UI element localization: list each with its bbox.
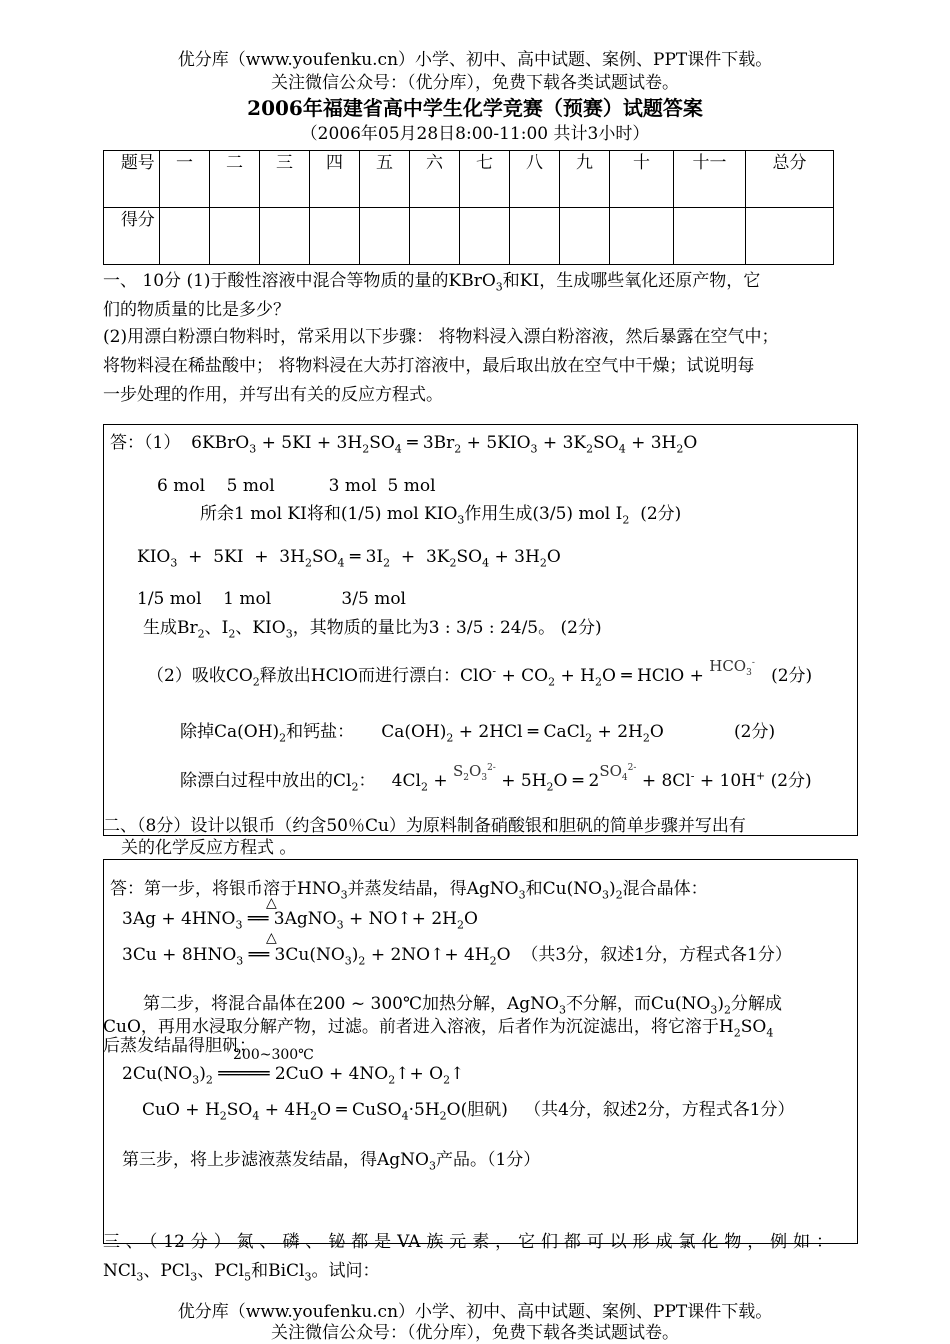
a2-step2-line-1: 第二步，将混合晶体在200 ~ 300℃加热分解，AgNO$_3$不分解，而$Cu(NO_3)_2$分解成 xyxy=(143,994,782,1017)
a2-equation-2: $3Cu + 8HNO_3$ ══ $3Cu(NO_3)_2$ + 2NO↑+ $4H_2O$ （共3分，叙述1分，方程式各1分） xyxy=(122,945,792,968)
q1-line-1: 一、 10分 (1)于酸性溶液中混合等物质的量的KBrO$_3$和KI，生成哪些氧化还原产物，它 xyxy=(103,271,761,294)
temperature-label: 200~300℃ xyxy=(233,1047,314,1063)
score-cell xyxy=(260,208,310,265)
score-cell xyxy=(160,208,210,265)
a1-ratio-line: 生成$Br_2$、$I_2$、$KIO_3$，其物质的量比为3 : 3/5 : 24/5。 (2分) xyxy=(143,618,602,641)
score-table-score-row xyxy=(104,208,834,265)
a1-remainder-line: 所余1 mol KI将和(1/5) mol $KIO_3$作用生成(3/5) mol $I_2$ (2分) xyxy=(200,504,682,527)
header-line-1: 优分库（www.youfenku.cn）小学、初中、高中试题、案例、PPT课件下载。 xyxy=(177,50,773,70)
q1-line-4: 将物料浸在稀盐酸中； 将物料浸在大苏打溶液中，最后取出放在空气中干燥；试说明每 xyxy=(103,356,755,376)
a1-equation-2: $KIO_3 + 5KI + 3H_2SO_4$ ═ $3I_2 + 3K_2SO_4 + 3H_2O$ xyxy=(137,547,561,570)
a2-step1-line: 答：第一步，将银币溶于$HNO_3$并蒸发结晶，得AgNO$_3$和$Cu(NO_3)_2$混合晶体： xyxy=(110,879,708,902)
row-label-text: 题号 xyxy=(120,153,155,173)
score-cell xyxy=(560,208,610,265)
score-cell xyxy=(360,208,410,265)
score-cell xyxy=(460,208,510,265)
header-cell: 七 xyxy=(460,151,510,208)
header-cell: 八 xyxy=(510,151,560,208)
q3-line-2: NCl$_3$、PCl$_3$、PCl$_5$和BiCl$_3$。试问： xyxy=(103,1261,380,1284)
score-cell xyxy=(674,208,746,265)
score-cell xyxy=(310,208,360,265)
a1-part3-line: 除掉$Ca(OH)_2$和钙盐： $Ca(OH)_2 + 2HCl$ ═ CaCl$_2$ + $2H_2O$ (2分) xyxy=(180,722,776,745)
a1-equation-1: 答：（1） 6KBrO$_3$ + $5KI + 3H_2SO_4$ ═ $3Br_2 + 5KIO_3 + 3K_2SO_4 + 3H_2O$ xyxy=(110,433,698,456)
header-cell: 九 xyxy=(560,151,610,208)
score-table-header-row xyxy=(104,151,834,208)
header-cell: 二 xyxy=(210,151,260,208)
a1-mol-line-2: 1/5 mol 1 mol 3/5 mol xyxy=(137,589,406,609)
page-title: 2006年福建省高中学生化学竞赛（预赛）试题答案 xyxy=(247,96,703,120)
header-cell: 十一 xyxy=(674,151,746,208)
header-cell: 十 xyxy=(610,151,674,208)
header-cell: 四 xyxy=(310,151,360,208)
q1-line-5: 一步处理的作用，并写出有关的反应方程式。 xyxy=(103,385,443,405)
q3-line-1: 三、（12分）氮、磷、铋都是VA族元素，它们都可以形成氯化物，例如： xyxy=(103,1232,833,1252)
q2-line-1: 二、（8分）设计以银币（约含50％Cu）为原料制备硝酸银和胆矾的简单步骤并写出有 xyxy=(103,816,746,836)
header-cell: 一 xyxy=(160,151,210,208)
footer-line-2: 关注微信公众号：（优分库），免费下载各类试题试卷。 xyxy=(271,1323,679,1343)
heat-triangle-icon: △ xyxy=(266,930,277,946)
a2-equation-4: CuO + $H_2SO_4 + 4H_2O$ ═ $CuSO_4\cdot 5H_2O$(胆矾) （共4分，叙述2分，方程式各1分） xyxy=(142,1100,795,1123)
q1-line-2: 们的物质量的比是多少？ xyxy=(103,300,290,320)
row-label-score xyxy=(104,208,160,265)
footer-line-1: 优分库（www.youfenku.cn）小学、初中、高中试题、案例、PPT课件下载。 xyxy=(177,1302,773,1322)
header-cell: 五 xyxy=(360,151,410,208)
a1-mol-line-1: 6 mol 5 mol 3 mol 5 mol xyxy=(157,476,436,496)
a1-part2-line: （2）吸收$CO_2$释放出HClO而进行漂白：$ClO^- + CO_2 + H_2O$ ═ HClO + $HCO_3^-$ (2分) xyxy=(147,657,813,689)
a2-equation-1: $3Ag + 4HNO_3$ ══ 3AgNO$_3$ + NO↑+ $2H_2O$ xyxy=(122,909,478,932)
a2-step2-line-2: CuO，再用水浸取分解产物，过滤。前者进入溶液，后者作为沉淀滤出，将它溶于$H_2SO_4$ xyxy=(103,1017,774,1040)
score-cell xyxy=(410,208,460,265)
header-cell: 六 xyxy=(410,151,460,208)
page-subtitle: （2006年05月28日8:00-11:00 共计3小时） xyxy=(300,124,650,144)
a1-part4-line: 除漂白过程中放出的$Cl_2$： $4Cl_2 + S_2O_3^{2-} + 5H_2O$ ═ $2SO_4^{2-} + 8Cl^- + 10H^+$ (2分) xyxy=(180,762,812,794)
score-cell xyxy=(510,208,560,265)
q2-line-2: 关的化学反应方程式 。 xyxy=(121,838,297,858)
score-cell xyxy=(610,208,674,265)
a2-step3-line: 第三步，将上步滤液蒸发结晶，得AgNO$_3$产品。（1分） xyxy=(122,1150,541,1173)
heat-triangle-icon: △ xyxy=(266,895,277,911)
header-cell: 三 xyxy=(260,151,310,208)
score-cell xyxy=(210,208,260,265)
row-label-question-number xyxy=(104,151,160,208)
score-cell xyxy=(746,208,834,265)
q1-line-3: (2)用漂白粉漂白物料时，常采用以下步骤： 将物料浸入漂白粉溶液，然后暴露在空气中； xyxy=(103,327,779,347)
a2-step2-line-3: 后蒸发结晶得胆矾： xyxy=(103,1036,256,1056)
score-table xyxy=(103,150,834,265)
header-line-2: 关注微信公众号：（优分库），免费下载各类试题试卷。 xyxy=(271,73,679,93)
row-label-text: 得分 xyxy=(120,210,155,230)
a2-equation-3: $2Cu(NO_3)_2$ ═════ $2CuO + 4NO_2↑+$ $O_2↑$ xyxy=(122,1064,465,1087)
header-cell: 总分 xyxy=(746,151,834,208)
